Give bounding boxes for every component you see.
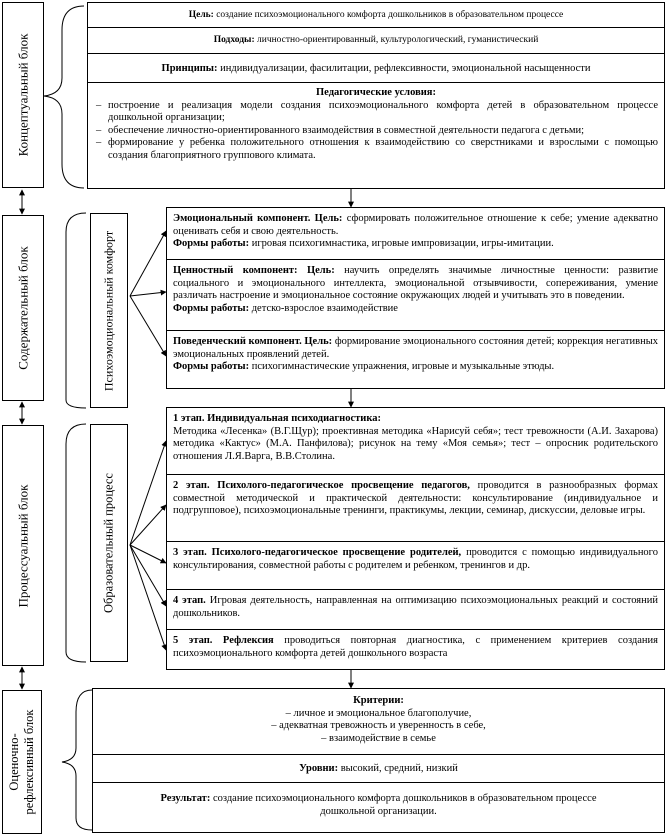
- stage-3: [167, 542, 664, 590]
- stage-3-text: проводится с помощью индивидуального консультирования, совместной работы с родителем и ребенком, тренингов и др.: [173, 547, 658, 571]
- goal-row: [88, 3, 664, 28]
- principles-row: [88, 54, 664, 83]
- condition-item: – формирование у ребенка положительного отношения к взаимодействию со сверстниками и взрослыми с помощью создания благоприятного группового климата.: [94, 137, 658, 162]
- conceptual-panel: [87, 2, 665, 189]
- goal-label: Цель:: [188, 10, 214, 20]
- stage-5: [167, 630, 664, 669]
- fan-value: [130, 292, 166, 296]
- block-content: [2, 215, 44, 401]
- approaches-label: Подходы:: [213, 35, 255, 45]
- conceptual-brace: [44, 6, 84, 188]
- principles-label: Принципы:: [161, 63, 218, 74]
- behavioral-title: Поведенческий компонент. Цель:: [173, 336, 333, 347]
- stage-2: [167, 475, 664, 542]
- component-behavioral: [167, 331, 664, 388]
- behavioral-forms-text: психогимнастические упражнения, игровые и музыкальные этюды.: [249, 361, 555, 372]
- block-content-label: Содержательный блок: [15, 246, 31, 370]
- stage-2-text: проводится в разнообразных формах совместной методической и практической деятельности: консультирование (индивидуальное и подгрупповое), психоэмоциональные тренинги, практикумы, лекции, семинар, дискуссии, деловые игры.: [173, 480, 658, 516]
- content-brace: [66, 213, 86, 408]
- side-edu-process-label: Образовательный процесс: [101, 473, 116, 613]
- behavioral-text: формирование эмоционального состояния детей; коррекция негативных эмоциональных проявлений детей.: [173, 336, 658, 360]
- goal-text: создание психоэмоционального комфорта дошкольников в образовательном процессе: [213, 10, 564, 20]
- block-procedural: [2, 425, 44, 666]
- conditions-title: Педагогические условия:: [316, 87, 436, 98]
- evaluation-panel: [92, 688, 665, 833]
- emotional-text: сформировать положительное отношение к себе; умение адекватно оценивать себя и свою деятельность.: [173, 213, 658, 237]
- block-procedural-label: Процессуальный блок: [15, 484, 31, 607]
- stage-2-title: 2 этап. Психолого-педагогическое просвещение педагогов,: [173, 480, 470, 491]
- stages-panel: [166, 407, 665, 670]
- stage-1: [167, 408, 664, 475]
- block-evaluative-label-line2: рефлексивный блок: [22, 709, 36, 815]
- value-forms-text: детско-взрослое взаимодействие: [249, 302, 398, 314]
- condition-item: – построение и реализация модели создания психоэмоционального комфорта детей в образовательном процессе дошкольной организации;: [94, 100, 658, 125]
- block-conceptual: [2, 2, 44, 188]
- components-panel: [166, 207, 665, 389]
- fan-stage-1: [130, 441, 166, 545]
- fan-emotional: [130, 231, 166, 296]
- block-evaluative-label: [7, 710, 37, 815]
- value-forms-label: Формы работы:: [173, 302, 250, 314]
- stage-5-title: 5 этап. Рефлексия: [173, 635, 274, 646]
- stage-1-title: 1 этап. Индивидуальная психодиагностика:: [173, 413, 381, 424]
- approaches-row: [88, 28, 664, 54]
- stage-3-title: 3 этап. Психолого-педагогическое просвещение родителей,: [173, 547, 462, 558]
- stage-4: [167, 590, 664, 630]
- block-conceptual-label: Концептуальный блок: [15, 33, 31, 157]
- behavioral-forms-label: Формы работы:: [173, 361, 250, 372]
- side-psycho-comfort: [90, 213, 128, 408]
- criteria-title: Критерии:: [353, 695, 404, 706]
- side-psycho-comfort-label: Психоэмоциональный комфорт: [101, 230, 116, 391]
- value-title: Ценностный компонент: Цель:: [173, 265, 335, 276]
- result-label: Результат:: [160, 793, 211, 804]
- emotional-forms-text: игровая психогимнастика, игровые импровизации, игры-имитации.: [249, 238, 554, 249]
- block-evaluative: [2, 690, 42, 834]
- criteria-item: – адекватная тревожность и уверенность в себе,: [99, 720, 658, 733]
- value-text: научить определять значимые личностные ценности: развитие социального и эмоционального интеллекта, эмоциональной отзывчивости, сопереживания, умение различать настроение и эмоциональное состояние окружающих людей и учитывать это в поведении.: [173, 265, 658, 301]
- stage-4-title: 4 этап.: [173, 595, 206, 606]
- criteria-row: [93, 689, 664, 755]
- result-row: [93, 783, 664, 832]
- condition-item: – обеспечение личностно-ориентированного взаимодействия в совместной деятельности педагога с детьми;: [94, 125, 658, 138]
- component-value: [167, 260, 664, 331]
- emotional-forms-label: Формы работы:: [173, 238, 250, 249]
- emotional-title: Эмоциональный компонент. Цель:: [173, 213, 343, 224]
- criteria-list: [99, 708, 658, 746]
- criteria-item: – взаимодействие в семье: [99, 733, 658, 746]
- levels-text: высокий, средний, низкий: [338, 763, 458, 774]
- stage-5-text: проводиться повторная диагностика, с применением критериев создания психоэмоционального комфорта детей дошкольного возраста: [173, 635, 658, 659]
- criteria-item: – личное и эмоциональное благополучие,: [99, 708, 658, 721]
- conditions-list: [94, 100, 658, 163]
- procedural-brace: [66, 424, 86, 662]
- stage-1-text: Методика «Лесенка» (В.Г.Щур); проективная методика «Нарисуй себя»; тест тревожности (А.И. Захарова) методика «Кактус» (М.А. Панфилова); рисунок на тему «Моя семья»; тест – опросник родительского отношения Л.Я.Варга, В.В.Столина.: [173, 425, 658, 462]
- result-text: создание психоэмоционального комфорта дошкольников в образовательном процессе дошкольной организации.: [210, 793, 597, 817]
- conditions-row: [88, 83, 664, 162]
- fan-stage-2: [130, 505, 166, 545]
- stage-4-text: Игровая деятельность, направленная на оптимизацию психоэмоциональных реакций и состояний дошкольников.: [173, 595, 658, 619]
- component-emotional: [167, 208, 664, 260]
- side-edu-process: [90, 424, 128, 662]
- approaches-text: личностно-ориентированный, культурологический, гуманистический: [254, 35, 539, 45]
- principles-text: индивидуализации, фасилитации, рефлексивности, эмоциональной насыщенности: [217, 63, 591, 74]
- levels-label: Уровни:: [299, 763, 339, 774]
- evaluative-brace: [62, 690, 92, 830]
- fan-behavioral: [130, 296, 166, 356]
- block-evaluative-label-line1: Оценочно-: [7, 733, 21, 791]
- levels-row: [93, 755, 664, 783]
